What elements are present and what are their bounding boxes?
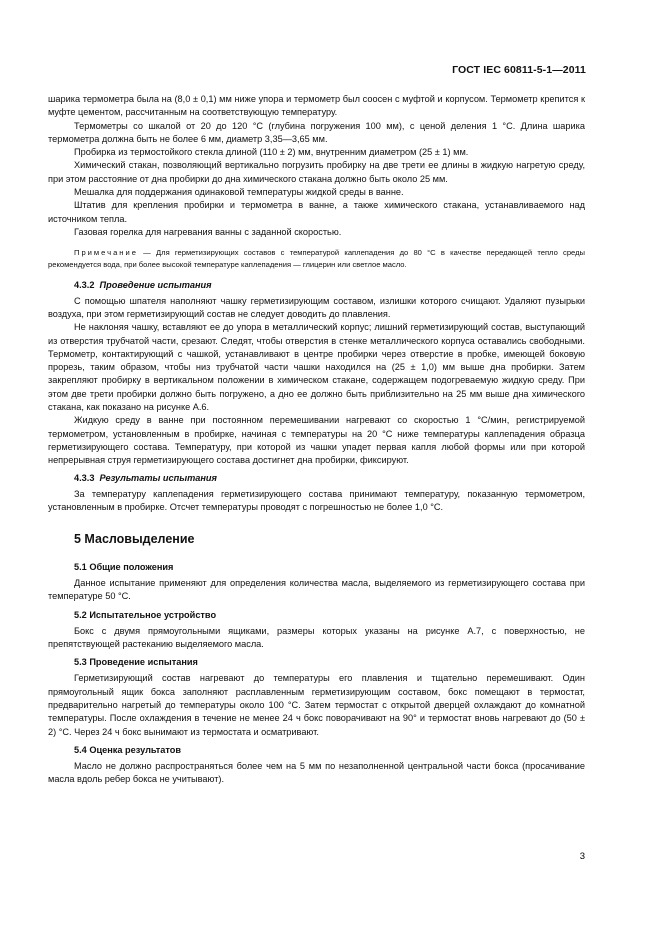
paragraph: Жидкую среду в ванне при постоянном перемешивании нагревают со скоростью 1 °С/мин, регистрируемой термометром, установленным в пробирке, начиная с температуры на 20 °С ниже температуры каплепадения образца герметизирующего состава. Температуру, при которой из чашки упадет первая капля любой формы или при которой непрерывная струя герметизирующего состава достигнет дна пробирки, фиксируют. (48, 415, 585, 466)
subsection-heading-5-2: 5.2 Испытательное устройство (74, 609, 217, 620)
page-number: 3 (579, 851, 585, 862)
subsection-heading-5-4: 5.4 Оценка результатов (74, 744, 182, 755)
paragraph: шарика термометра была на (8,0 ± 0,1) мм ниже упора и термометр был соосен с муфтой и корпусом. Термометр крепится к муфте цементом, рассчитанным на соответствующую температуру. (48, 94, 585, 118)
note-paragraph (48, 247, 585, 270)
subsection-number: 4.3.3 (74, 472, 95, 483)
paragraph: Не наклоняя чашку, вставляют ее до упора в металлический корпус; лишний герметизирующий состав, выступающий из отверстия трубчатой части, срезают. Следят, чтобы отверстия в стенке металлического корпуса оставались свободными. Термометр, контактирующий с чашкой, устанавливают в центре пробирки через отверстие в пробке, имеющей боковую прорезь, таким образом, чтобы низ трубчатой части чашки находился на (25 ± 1,0) мм выше дна пробирки. Затем закрепляют пробирку в вертикальном положении в химическом стакане, содержащем подогреваемую жидкую среду. При этом две трети пробирки должно быть погружено, а дно ее должно быть приблизительно на 25 мм выше дна химического стакана, как показано на рисунке А.6. (48, 322, 585, 413)
subsection-heading-5-3: 5.3 Проведение испытания (74, 657, 198, 668)
paragraph: Масло не должно распространяться более чем на 5 мм по незаполненной центральной части бокса (просачивание масла вдоль ребер бокса не учитывают). (48, 760, 585, 785)
paragraph: Бокс с двумя прямоугольными ящиками, размеры которых указаны на рисунке А.7, с поверхностью, не препятствующей растеканию выделяемого масла. (48, 625, 585, 650)
paragraph: С помощью шпателя наполняют чашку герметизирующим составом, излишки которого счищают. Удаляют пузырьки воздуха, при этом герметизирующий состав не следует доводить до плавления. (48, 295, 585, 319)
subsection-heading-4-3-2 (48, 279, 585, 292)
subsection-heading-5-1: 5.1 Общие положения (74, 562, 174, 573)
standard-header: ГОСТ IEC 60811-5-1—2011 (452, 64, 586, 76)
paragraph: Штатив для крепления пробирки и термометра в ванне, а также химического стакана, устанавливаемого над источником тепла. (48, 200, 585, 224)
paragraph: Герметизирующий состав нагревают до температуры его плавления и тщательно перемешивают. Один прямоугольный ящик бокса заполняют расплавленным герметизирующим составом, бокс помещают в термостат, предварительно нагретый до температуры около 100 °С. Затем термостат с открытой дверцей охлаждают до комнатной температуры. После охлаждения в течение не менее 24 ч бокс поворачивают на 90° и термостат вновь нагревают до (50 ± 2) °С. Через 24 ч бокс вынимают из термостата и осматривают. (48, 673, 585, 737)
paragraph: Термометры со шкалой от 20 до 120 °С (глубина погружения 100 мм), с ценой деления 1 °С. Длина шарика термометра должна быть не более 6 мм, диаметр 3,35—3,65 мм. (48, 120, 585, 144)
section-heading-5: 5 Масловыделение (74, 532, 195, 547)
paragraph: За температуру каплепадения герметизирующего состава принимают температуру, показанную термометром, установленным в пробирке. Отсчет температуры проводят с погрешностью не более 1,0 °С. (48, 488, 585, 512)
paragraph: Мешалка для поддержания одинаковой температуры жидкой среды в ванне. (74, 187, 404, 198)
paragraph: Пробирка из термостойкого стекла длиной (110 ± 2) мм, внутренним диаметром (25 ± 1) мм. (74, 147, 469, 158)
paragraph: Химический стакан, позволяющий вертикально погрузить пробирку на две трети ее длины в жидкую нагретую среду, при этом расстояние от дна пробирки до дна химического стакана должно быть около 25 мм. (48, 160, 585, 184)
note-label: Примечание (74, 248, 138, 258)
paragraph: Газовая горелка для нагревания ванны с заданной скоростью. (74, 226, 342, 237)
note-text: — Для герметизирующих составов с температурой каплепадения до 80 °С в качестве передающей тепло среды рекомендуется вода, при более высокой температуре каплепадения — глицерин или светлое масло. (48, 248, 585, 269)
subsection-heading-4-3-3 (48, 472, 585, 485)
subsection-number: 4.3.2 (74, 279, 95, 290)
paragraph: Данное испытание применяют для определения количества масла, выделяемого из герметизирующего состава при температуре 50 °С. (48, 578, 585, 602)
subsection-title: Результаты испытания (99, 472, 217, 483)
subsection-title: Проведение испытания (99, 279, 212, 290)
